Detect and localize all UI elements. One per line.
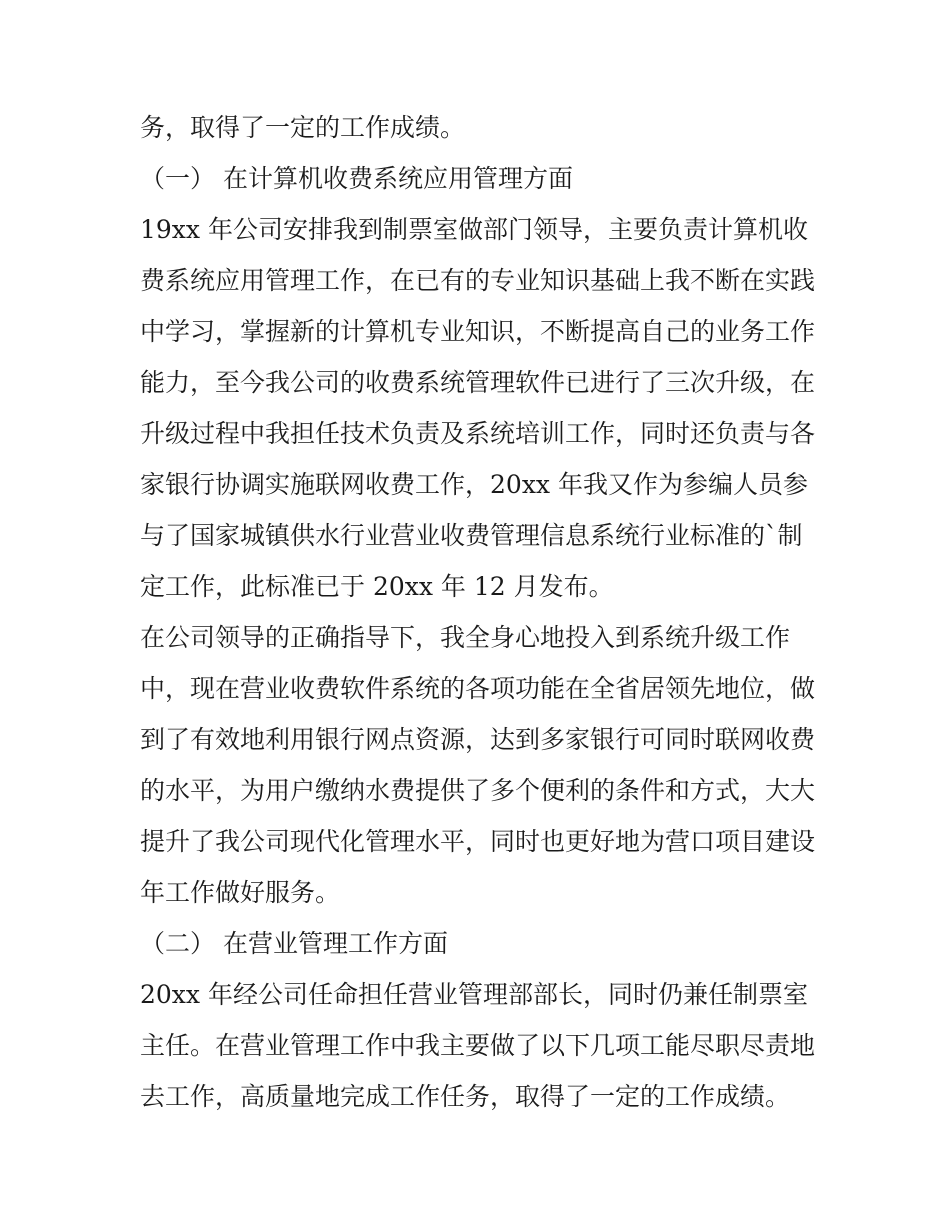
paragraph-line: 费系统应用管理工作，在已有的专业知识基础上我不断在实践 (140, 266, 816, 295)
paragraph-line: 升级过程中我担任技术负责及系统培训工作，同时还负责与各 (140, 419, 816, 448)
paragraph-line: 20xx 年经公司任命担任营业管理部部长，同时仍兼任制票室 (140, 980, 808, 1009)
paragraph-line: 19xx 年公司安排我到制票室做部门领导，主要负责计算机收 (140, 215, 808, 244)
paragraph-continuation-line: 务，取得了一定的工作成绩。 (140, 113, 466, 142)
paragraph-line: 到了有效地利用银行网点资源，达到多家银行可同时联网收费 (140, 725, 816, 754)
paragraph-line: 提升了我公司现代化管理水平，同时也更好地为营口项目建设 (140, 827, 816, 856)
paragraph-line: 去工作，高质量地完成工作任务，取得了一定的工作成绩。 (140, 1082, 791, 1111)
paragraph-line: 与了国家城镇供水行业营业收费管理信息系统行业标准的`制 (140, 521, 803, 550)
paragraph-line: 中，现在营业收费软件系统的各项功能在全省居领先地位，做 (140, 674, 816, 703)
paragraph-line: 能力，至今我公司的收费系统管理软件已进行了三次升级，在 (140, 368, 816, 397)
paragraph-line: 定工作，此标准已于 20xx 年 12 月发布。 (140, 572, 614, 601)
paragraph-line: 家银行协调实施联网收费工作，20xx 年我又作为参编人员参 (140, 470, 808, 499)
paragraph-line: 中学习，掌握新的计算机专业知识，不断提高自己的业务工作 (140, 317, 816, 346)
paragraph-line: 主任。在营业管理工作中我主要做了以下几项工能尽职尽责地 (140, 1031, 816, 1060)
paragraph-line: 的水平，为用户缴纳水费提供了多个便利的条件和方式，大大 (140, 776, 816, 805)
section-heading-2: （二） 在营业管理工作方面 (140, 929, 448, 958)
paragraph-line: 在公司领导的正确指导下，我全身心地投入到系统升级工作 (140, 623, 791, 652)
paragraph-line: 年工作做好服务。 (140, 878, 341, 907)
section-heading-1: （一） 在计算机收费系统应用管理方面 (140, 164, 573, 193)
